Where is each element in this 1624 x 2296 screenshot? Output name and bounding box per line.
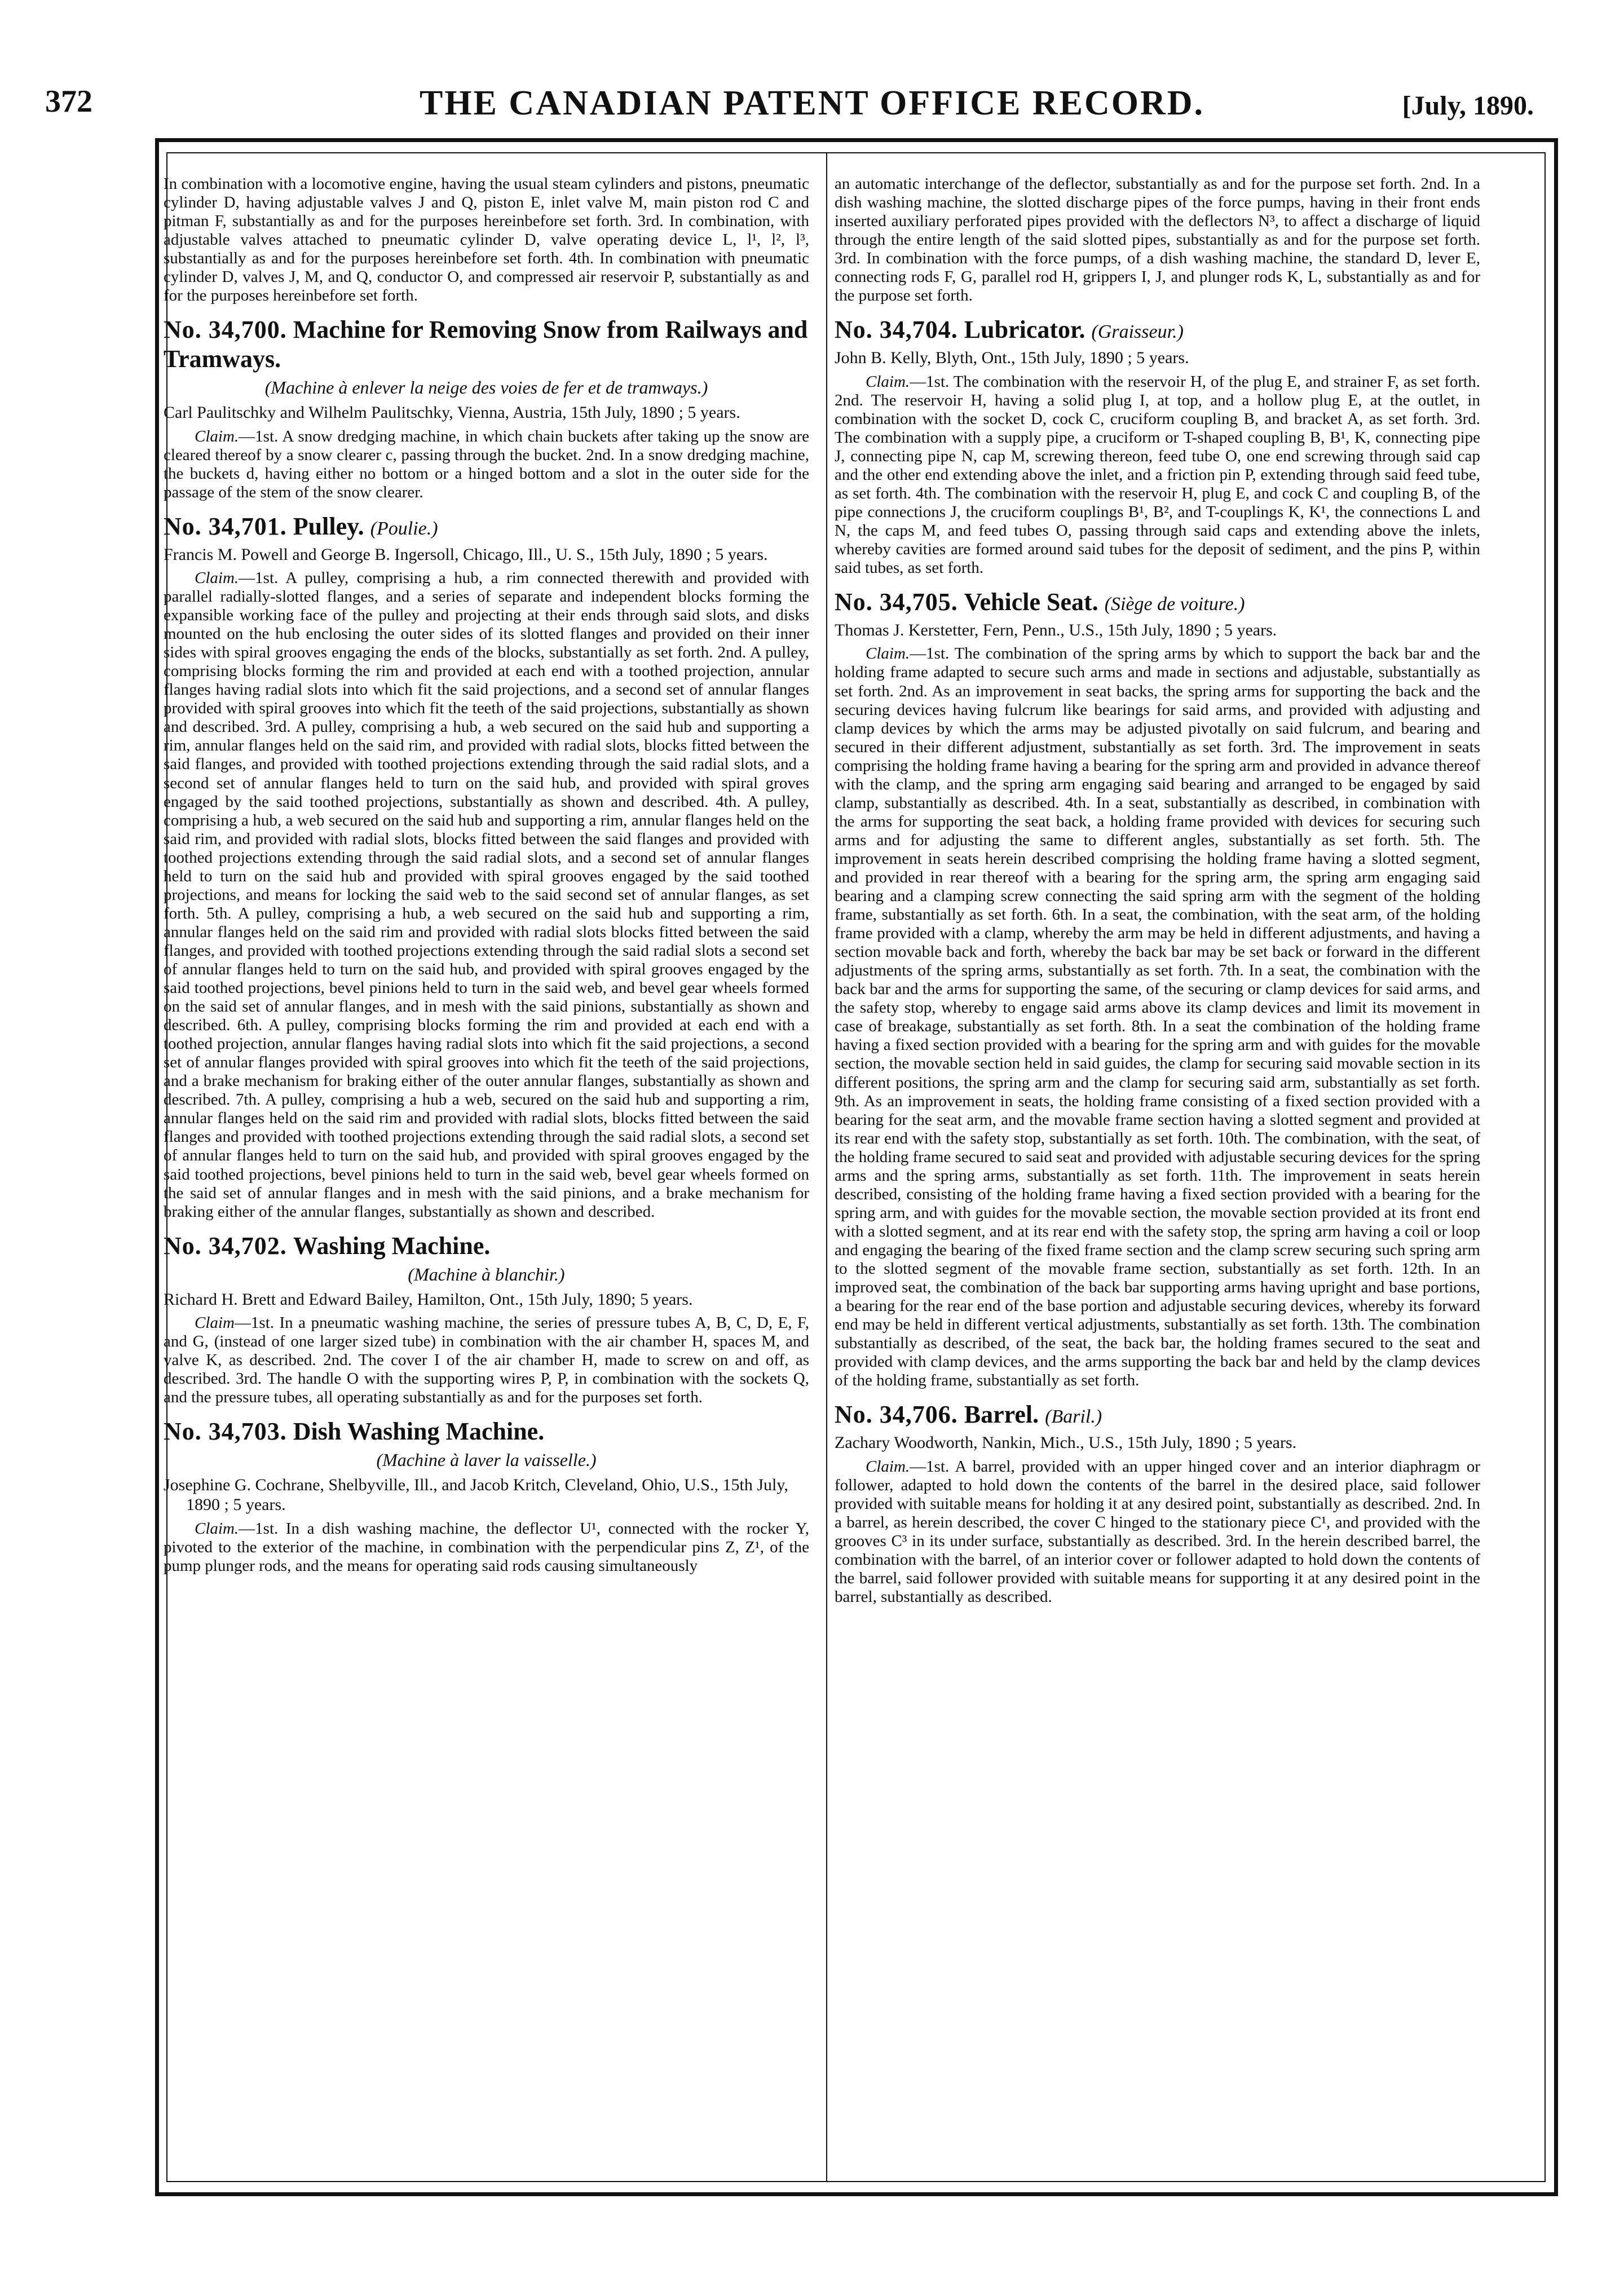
patent-number: No. 34,701. bbox=[164, 512, 287, 540]
french-title: (Poulie.) bbox=[370, 518, 438, 539]
patent-entry-34703 bbox=[164, 1417, 809, 1575]
claim-text bbox=[835, 644, 1480, 1390]
patent-title: Pulley. bbox=[293, 512, 364, 540]
claim-text bbox=[164, 1520, 809, 1575]
issue-date: [July, 1890. bbox=[1402, 91, 1534, 121]
inventor-line: Josephine G. Cochrane, Shelbyville, Ill., and Jacob Kritch, Cleveland, Ohio, U.S., 15th July, 1890 ; 5 years. bbox=[164, 1476, 788, 1515]
inventor-line: Francis M. Powell and George B. Ingersoll, Chicago, Ill., U. S., 15th July, 1890 ; 5 years. bbox=[164, 545, 768, 564]
claim-text bbox=[835, 1458, 1480, 1606]
patent-number: No. 34,702. bbox=[164, 1231, 287, 1260]
french-title: (Baril.) bbox=[1045, 1406, 1102, 1428]
right-column bbox=[835, 175, 1480, 2188]
entry-heading bbox=[835, 588, 1480, 617]
french-title: (Machine à blanchir.) bbox=[408, 1264, 565, 1284]
inventor-line: John B. Kelly, Blyth, Ont., 15th July, 1890 ; 5 years. bbox=[835, 348, 1189, 368]
patent-entry-34705 bbox=[835, 588, 1480, 1390]
claim-text bbox=[164, 1314, 809, 1407]
entry-heading bbox=[835, 1400, 1480, 1429]
publication-title: THE CANADIAN PATENT OFFICE RECORD. bbox=[419, 84, 1205, 122]
patent-entry-34701 bbox=[164, 512, 809, 1221]
inventor-line: Richard H. Brett and Edward Bailey, Hamilton, Ont., 15th July, 1890; 5 years. bbox=[164, 1290, 693, 1309]
entry-heading bbox=[164, 1417, 809, 1446]
patent-entry-34704 bbox=[835, 315, 1480, 577]
entry-heading bbox=[164, 315, 809, 374]
patent-number: No. 34,704. bbox=[835, 316, 958, 344]
claim-label: Claim. bbox=[866, 372, 910, 391]
intro-text: In combination with a locomotive engine, having the usual steam cylinders and pistons, pneumatic cylinder D, having adjustable valves J and Q, piston E, inlet valve M, main piston rod C and pitman F, substantially as and for the purposes hereinbefore set forth. 3rd. In combination, with adjustable valves attached to pneumatic cylinder D, valve operating device L, l¹, l², l³, substantially as and for the purposes hereinbefore set forth. 4th. In combination with pneumatic cylinder D, valves J, M, and Q, conductor O, and compressed air reservoir P, substantially as and for the purposes hereinbefore set forth. bbox=[164, 175, 809, 305]
column-rule bbox=[826, 152, 827, 2182]
claim-label: Claim. bbox=[195, 427, 239, 445]
french-title: (Machine à enlever la neige des voies de fer et de tramways.) bbox=[264, 377, 708, 398]
claim-continuation: an automatic interchange of the deflector, substantially as and for the purpose set forth. 2nd. In a dish washing machine, the slotted discharge pipes of the force pumps, having in their front ends inserted auxiliary perforated pipes provided with the deflectors N³, to affect a discharge of liquid through the entire length of the said slotted pipes, substantially as and for the purpose set forth. 3rd. In combination with the force pumps, of a dish washing machine, the standard D, lever E, connecting rods F, G, parallel rod H, grippers I, J, and plunger rods K, L, substantially as and for the purpose set forth. bbox=[835, 175, 1480, 305]
claim-body: —1st. A snow dredging machine, in which chain buckets after taking up the snow are cleared thereof by a snow clearer c, passing through the bucket. 2nd. In a snow dredging machine, the buckets d, having either no bottom or a hinged bottom and a slot in the outer side for the passage of the stem of the snow clearer. bbox=[164, 427, 809, 501]
patent-number: No. 34,705. bbox=[835, 588, 958, 616]
entry-heading bbox=[835, 315, 1480, 345]
patent-title: Vehicle Seat. bbox=[964, 588, 1098, 616]
patent-title: Dish Washing Machine. bbox=[293, 1418, 545, 1446]
claim-body: —1st. In a dish washing machine, the deflector U¹, connected with the rocker Y, pivoted to the exterior of the machine, in combination with the perpendicular pins Z, Z¹, of the pump plunger rods, and the means for operating said rods causing simultaneously bbox=[164, 1519, 809, 1575]
entry-heading bbox=[164, 512, 809, 541]
claim-body: —1st. The combination with the reservoir H, of the plug E, and strainer F, as set forth. 2nd. The reservoir H, having a solid plug I, at top, and a hollow plug E, at the outlet, in combination with the socket D, cock C, cruciform coupling B, and bracket A, as set forth. 3rd. The combination with a supply pipe, a cruciform or T-shaped coupling B, B¹, K, connecting pipe J, connecting pipe N, cap M, screwing thereon, feed tube O, one end screwing through said cap and the other end extending above the inlet, and a friction pin P, extending through said feed tube, as set forth. 4th. The combination with the reservoir H, plug E, and cock C and coupling B, of the pipe connections J, the cruciform couplings B¹, B², and T-couplings K, K¹, the connections L and N, the caps M, and feed tubes O, passing through said caps and extending above the inlets, whereby cavities are formed around said tubes for the deposit of sediment, and the pins P, within said tubes, as set forth. bbox=[835, 372, 1480, 577]
page-header bbox=[0, 0, 1624, 141]
patent-entry-34702 bbox=[164, 1231, 809, 1407]
claim-body: —1st. A pulley, comprising a hub, a rim connected therewith and provided with parallel radially-slotted flanges, and a series of separate and independent blocks forming the expansible working face of the pulley and projecting at their ends through said slots, and disks mounted on the hub enclosing the outer sides of its slotted flanges and provided on their inner sides with spiral grooves engaging the ends of the blocks, substantially as set forth. 2nd. A pulley, comprising blocks forming the rim and provided at each end with a toothed projection, annular flanges having radial slots into which fit the said projections, and a second set of annular flanges provided with spiral grooves into which fit the teeth of the said projections, substantially as shown and described. 3rd. A pulley, comprising a hub, a web secured on the said hub and supporting a rim, annular flanges held on the said rim, and provided with radial slots, blocks fitted between the said flanges, and provided with toothed projections extending through the said radial slots, and a second set of annular flanges held to turn on the said hub, and provided with spiral groves engaged by the said toothed projections, substantially as shown and described. 4th. A pulley, comprising a hub, a web secured on the said hub and supporting a rim, annular flanges held on the said rim, and provided with radial slots, blocks fitted between the said flanges and provided with toothed projections extending through the said radial slots, and a second set of annular flanges held to turn on the said hub and provided with spiral grooves engaged by the said toothed projections, and means for locking the said web to the said second set of annular flanges, as set forth. 5th. A pulley, comprising a hub, a web secured on the said hub and supporting a rim, annular flanges held on the said rim and provided with radial slots blocks fitted between the said flanges, and provided with toothed projections extending through the said radial slots a second set of annular flanges held to turn on the said hub, and provided with spiral grooves engaged by the said toothed projections, bevel pinions held to turn in the said web, and bevel gear wheels formed on the said set of annular flanges, and in mesh with the said pinions, substantially as shown and described. 6th. A pulley, comprising blocks forming the rim and provided at each end with a toothed projection, annular flanges having radial slots into which fit the said projections, a second set of annular flanges provided with spiral grooves into which fit the teeth of the said projections, and a brake mechanism for braking either of the outer annular flanges, substantially as shown and described. 7th. A pulley, comprising a hub a web, secured on the said hub and supporting a rim, annular flanges held on the said rim and provided with radial slots, blocks fitted between the said flanges and provided with toothed projections extending through the said radial slots, a second set of annular flanges held to turn on the said hub, and provided with spiral grooves engaged by the said toothed projections, bevel pinions held to turn in the said web, bevel gear wheels formed on the said set of annular flanges and in mesh with the said pinions, and a brake mechanism for braking either of the annular flanges, substantially as shown and described. bbox=[164, 569, 809, 1221]
patent-number: No. 34,700. bbox=[164, 316, 287, 344]
claim-body: —1st. The combination of the spring arms by which to support the back bar and the holding frame adapted to secure such arms and made in sections and adjustable, substantially as set forth. 2nd. As an improvement in seat backs, the spring arms for supporting the back and the securing devices having fulcrum like bearings for said arms, and provided with adjusting and clamp devices by which the arms may be adjusted pivotally on said fulcrum, and bearing and secured in their different adjustment, substantially as set forth. 3rd. The improvement in seats comprising the holding frame having a bearing for the spring arm and provided in advance thereof with the clamp, and the spring arm engaging said bearing and arranged to be engaged by said clamp, substantially as described. 4th. In a seat, substantially as described, in combination with the arms for supporting the seat back, a holding frame provided with devices for securing such arms and for adjusting the same to different angles, substantially as set forth. 5th. The improvement in seats herein described comprising the holding frame having a slotted segment, and provided in rear thereof with a bearing for the spring arm, the spring arm engaging said bearing and a clamping screw connecting the said spring arm with the segment of the holding frame, substantially as set forth. 6th. In a seat, the combination, with the seat arm, of the holding frame provided with a clamp, whereby the arm may be held in different adjustments, and having a section movable back and forth, whereby the back bar may be set back or forward in the different adjustments of the spring arms, substantially as set forth. 7th. In a seat, the combination with the back bar and the arms for supporting the same, of the securing or clamp devices for said arms, and the safety stop, whereby to engage said arms above its clamp devices and limit its movement in case of breakage, substantially as set forth. 8th. In a seat the combination of the holding frame having a fixed section provided with a bearing for the spring arm and with guides for the movable section, the movable section held in said guides, the clamp for securing said movable section in its different positions, the spring arm and the clamp for securing said arm, substantially as set forth. 9th. As an improvement in seats, the holding frame consisting of a fixed section provided with a bearing for the seat arm, and the movable frame section having a slotted segment and provided at its rear end with the safety stop, substantially as set forth. 10th. The combination, with the seat, of the holding frame secured to said seat and provided with adjustable securing devices for the spring arms and the spring arms, substantially as set forth. 11th. The improvement in seats herein described, consisting of the holding frame having a fixed section provided with a bearing for the spring arm, and with guides for the movable section, the movable section provided at its front end with a slotted segment, and at its rear end with the safety stop, the spring arm having a coil or loop and engaging the bearing of the fixed frame section and the clamp screw securing such spring arm to the slotted segment of the movable frame section, substantially as set forth. 12th. In an improved seat, the combination of the back bar supporting arms having upright and base portions, a bearing for the rear end of the base portion and adjustable securing devices, whereby its forward end may be held in different vertical adjustments, substantially as set forth. 13th. The combination substantially as described, of the seat, the back bar, the holding frames secured to the seat and provided with clamp devices, and the arms supporting the back bar and held by the clamp devices of the holding frame, substantially as set forth. bbox=[835, 644, 1480, 1390]
entry-heading bbox=[164, 1231, 809, 1261]
patent-title: Machine for Removing Snow from Railways and Tramways. bbox=[164, 316, 808, 373]
inventor-line: Carl Paulitschky and Wilhelm Paulitschky, Vienna, Austria, 15th July, 1890 ; 5 years. bbox=[164, 403, 740, 422]
patent-number: No. 34,703. bbox=[164, 1418, 287, 1446]
claim-label: Claim. bbox=[866, 1457, 910, 1476]
french-title: (Siège de voiture.) bbox=[1104, 594, 1245, 615]
claim-label: Claim. bbox=[866, 644, 910, 663]
claim-body: —1st. A barrel, provided with an upper hinged cover and an interior diaphragm or follower, adapted to hold down the contents of the barrel in the desired place, said follower provided with suitable means for holding it at any desired point, substantially as described. 2nd. In a barrel, as herein described, the cover C hinged to the stationary piece C¹, and provided with the grooves C³ in its under surface, substantially as described. 3rd. In the herein described barrel, the combination with the barrel, of an interior cover or follower adapted to hold down the contents of the barrel, said follower provided with suitable means for supporting it at any desired point in the barrel, substantially as described. bbox=[835, 1457, 1480, 1606]
claim-label: Claim. bbox=[195, 1519, 239, 1538]
claim-text bbox=[164, 427, 809, 502]
patent-title: Lubricator. bbox=[964, 316, 1085, 344]
claim-label: Claim bbox=[195, 1313, 235, 1332]
french-title: (Machine à laver la vaisselle.) bbox=[376, 1450, 597, 1471]
claim-text bbox=[835, 373, 1480, 578]
patent-number: No. 34,706. bbox=[835, 1401, 958, 1429]
claim-body: —1st. In a pneumatic washing machine, the series of pressure tubes A, B, C, D, E, F, and G, (instead of one larger sized tube) in combination with the air chamber H, spaces M, and valve K, as described. 2nd. The cover I of the air chamber H, made to screw on and off, as described. 3rd. The handle O with the supporting wires P, P, in combination with the sockets Q, and the pressure tubes, all operating substantially as and for the purposes set forth. bbox=[164, 1313, 809, 1407]
page-number: 372 bbox=[45, 84, 92, 119]
claim-label: Claim. bbox=[195, 569, 239, 588]
left-column bbox=[164, 175, 809, 2188]
inventor-line: Zachary Woodworth, Nankin, Mich., U.S., 15th July, 1890 ; 5 years. bbox=[835, 1433, 1297, 1452]
patent-entry-34700 bbox=[164, 315, 809, 501]
patent-title: Barrel. bbox=[964, 1401, 1039, 1429]
inventor-line: Thomas J. Kerstetter, Fern, Penn., U.S., 15th July, 1890 ; 5 years. bbox=[835, 621, 1277, 640]
patent-title: Washing Machine. bbox=[293, 1231, 491, 1260]
french-title: (Graisseur.) bbox=[1091, 321, 1184, 343]
claim-text bbox=[164, 569, 809, 1221]
patent-entry-34706 bbox=[835, 1400, 1480, 1606]
